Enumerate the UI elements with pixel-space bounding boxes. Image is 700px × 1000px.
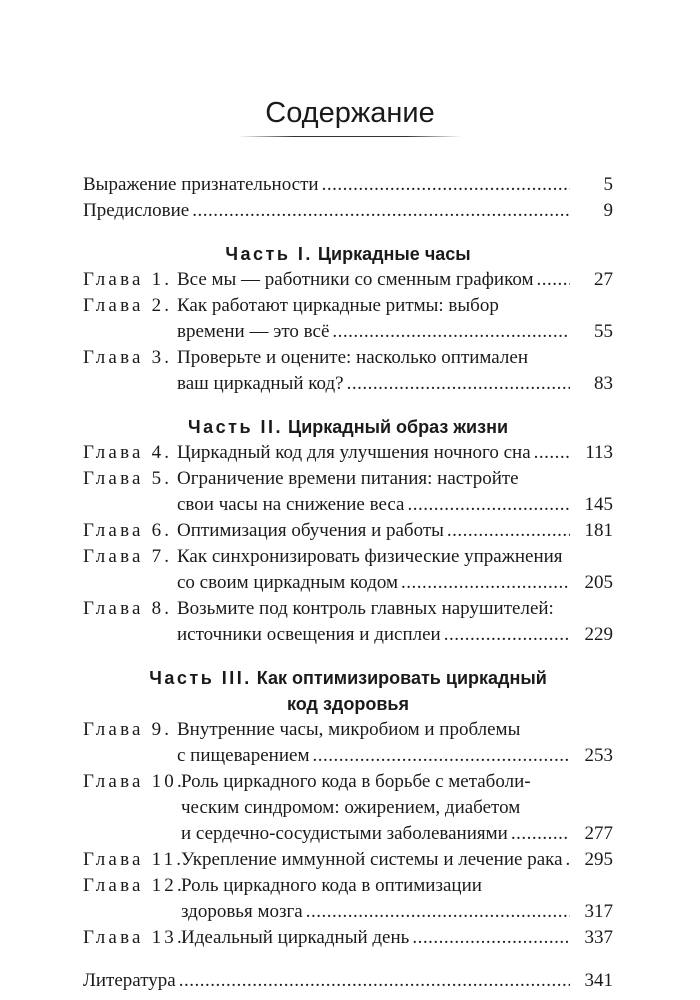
toc-chapter-8-cont[interactable]: [83, 622, 613, 648]
chapter-label: Глава 9.: [83, 719, 173, 740]
toc-chapter-7[interactable]: [83, 544, 613, 570]
part-title-cont: код здоровья: [287, 694, 409, 714]
spacer: [83, 397, 613, 414]
dot-leader: [179, 968, 570, 994]
page-number: 5: [603, 174, 613, 195]
part-heading-3-cont: [83, 691, 613, 717]
page-number: 9: [603, 200, 613, 221]
toc-chapter-3[interactable]: [83, 345, 613, 371]
part-title: Циркадный образ жизни: [288, 417, 509, 437]
chapter-title-cont: со своим циркадным кодом: [177, 572, 399, 593]
chapter-title: Укрепление иммунной системы и лечение рака: [181, 849, 563, 870]
toc-chapter-8[interactable]: [83, 596, 613, 622]
dot-leader: [192, 198, 570, 224]
spacer: [83, 648, 613, 665]
dot-leader: [566, 847, 570, 873]
dot-leader: [332, 319, 570, 345]
chapter-title: Идеальный циркадный день: [181, 927, 410, 948]
chapter-title-cont: ческим синдромом: ожирением, диабетом: [181, 797, 521, 818]
page-number: 55: [594, 321, 613, 342]
chapter-title-cont: времени — это всё: [177, 321, 330, 342]
dot-leader: [412, 925, 570, 951]
toc-chapter-9-cont[interactable]: [83, 743, 613, 769]
chapter-label: Глава 5.: [83, 468, 173, 489]
part-label: Часть I.: [225, 244, 313, 264]
page-number: 317: [584, 901, 613, 922]
chapter-label: Глава 8.: [83, 598, 173, 619]
page-number: 295: [584, 849, 613, 870]
chapter-title: Циркадный код для улучшения ночного сна: [177, 442, 531, 463]
chapter-title-cont: и сердечно-сосудистыми заболеваниями: [181, 823, 508, 844]
chapter-label: Глава 12.: [83, 875, 185, 896]
toc-chapter-7-cont[interactable]: [83, 570, 613, 596]
toc-entry-text: Предисловие: [83, 200, 190, 221]
toc-chapter-9[interactable]: [83, 717, 613, 743]
toc-chapter-6[interactable]: [83, 518, 613, 544]
toc-chapter-5-cont[interactable]: [83, 492, 613, 518]
chapter-label: Глава 11.: [83, 849, 185, 870]
page-number: 181: [584, 520, 613, 541]
toc-chapter-10-cont-2[interactable]: [83, 821, 613, 847]
part-heading-3: [83, 665, 613, 691]
dot-leader: [534, 440, 570, 466]
chapter-title: Как синхронизировать физические упражнения: [177, 546, 563, 567]
spacer: [83, 224, 613, 241]
dot-leader: [447, 518, 570, 544]
page-number: 253: [584, 745, 613, 766]
chapter-label: Глава 2.: [83, 295, 173, 316]
page-number: 341: [584, 970, 613, 991]
part-title: Циркадные часы: [317, 244, 471, 264]
toc-entry-preface[interactable]: [83, 198, 613, 224]
toc-chapter-12-cont[interactable]: [83, 899, 613, 925]
toc-entry-references[interactable]: [83, 968, 613, 994]
page-number: 27: [594, 269, 613, 290]
chapter-title-cont: ваш циркадный код?: [177, 373, 344, 394]
chapter-title: Возьмите под контроль главных нарушителей:: [177, 598, 554, 619]
chapter-label: Глава 4.: [83, 442, 173, 463]
table-of-contents: [83, 172, 613, 994]
part-heading-2: [83, 414, 613, 440]
dot-leader: [511, 821, 570, 847]
toc-chapter-13[interactable]: [83, 925, 613, 951]
part-title: Как оптимизировать циркадный: [256, 668, 547, 688]
dot-leader: [306, 899, 570, 925]
toc-entry-acknowledgements[interactable]: [83, 172, 613, 198]
part-label: Часть II.: [187, 417, 284, 437]
dot-leader: [347, 371, 570, 397]
chapter-title: Ограничение времени питания: настройте: [177, 468, 519, 489]
page-number: 83: [594, 373, 613, 394]
chapter-title: Внутренние часы, микробиом и проблемы: [177, 719, 521, 740]
page-number: 145: [584, 494, 613, 515]
spacer: [83, 951, 613, 968]
toc-chapter-10-cont-1[interactable]: [83, 795, 613, 821]
chapter-label: Глава 3.: [83, 347, 173, 368]
toc-chapter-1[interactable]: [83, 267, 613, 293]
chapter-title: Как работают циркадные ритмы: выбор: [177, 295, 499, 316]
chapter-title-cont: с пищеварением: [177, 745, 310, 766]
toc-chapter-3-cont[interactable]: [83, 371, 613, 397]
page-number: 205: [584, 572, 613, 593]
title-divider: [238, 136, 462, 137]
chapter-title: Оптимизация обучения и работы: [177, 520, 444, 541]
chapter-title: Роль циркадного кода в оптимизации: [181, 875, 482, 896]
toc-chapter-2-cont[interactable]: [83, 319, 613, 345]
dot-leader: [537, 267, 570, 293]
chapter-label: Глава 1.: [83, 269, 173, 290]
chapter-title: Роль циркадного кода в борьбе с метаболи-: [181, 771, 531, 792]
toc-chapter-10[interactable]: [83, 769, 613, 795]
chapter-title-cont: здоровья мозга: [181, 901, 303, 922]
dot-leader: [322, 172, 570, 198]
chapter-title-cont: свои часы на снижение веса: [177, 494, 405, 515]
page-title: Содержание: [265, 97, 435, 129]
dot-leader: [401, 570, 570, 596]
toc-entry-text: Литература: [83, 970, 176, 991]
toc-entry-text: Выражение признательности: [83, 174, 319, 195]
chapter-title: Все мы — работники со сменным графиком: [177, 269, 534, 290]
part-label: Часть III.: [149, 668, 252, 688]
chapter-title: Проверьте и оцените: насколько оптимален: [177, 347, 528, 368]
chapter-label: Глава 6.: [83, 520, 173, 541]
dot-leader: [407, 492, 570, 518]
chapter-label: Глава 10.: [83, 771, 185, 792]
chapter-label: Глава 13.: [83, 927, 185, 948]
page-number: 337: [584, 927, 613, 948]
toc-chapter-2[interactable]: [83, 293, 613, 319]
toc-chapter-5[interactable]: [83, 466, 613, 492]
page-number: 229: [584, 624, 613, 645]
dot-leader: [444, 622, 570, 648]
chapter-title-cont: источники освещения и дисплеи: [177, 624, 441, 645]
toc-chapter-4[interactable]: [83, 440, 613, 466]
page-number: 113: [585, 442, 613, 463]
dot-leader: [312, 743, 570, 769]
toc-chapter-12[interactable]: [83, 873, 613, 899]
part-heading-1: [83, 241, 613, 267]
page-number: 277: [584, 823, 613, 844]
chapter-label: Глава 7.: [83, 546, 173, 567]
toc-chapter-11[interactable]: [83, 847, 613, 873]
